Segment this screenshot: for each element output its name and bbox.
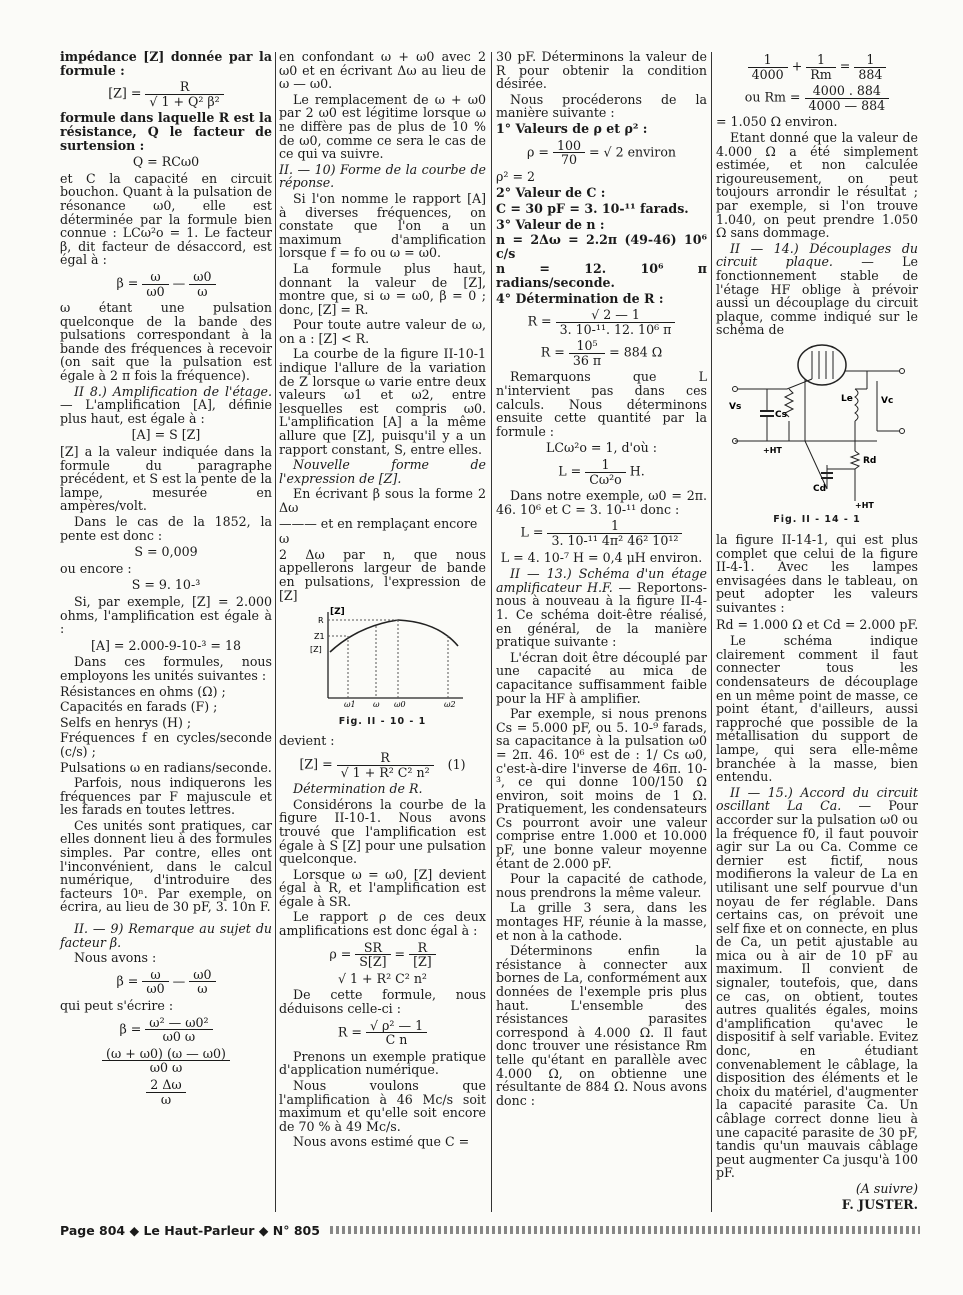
paragraph: formule dans laquelle R est la résistance, Q le facteur de surtension : xyxy=(60,110,272,153)
paragraph: en confondant ω + ω0 avec 2 ω0 et en écrivant Δω au lieu de ω — ω0. xyxy=(279,49,486,92)
eq-den: ω0 xyxy=(142,284,168,299)
paragraph: Dans notre exemple, ω0 = 2π. 46. 10⁶ et C = 3. 10-¹¹ donc : xyxy=(496,488,707,517)
paragraph: Si, par exemple, [Z] = 2.000 ohms, l'amplification est égale à : xyxy=(60,593,272,637)
footer-text: Page 804 ◆ Le Haut-Parleur ◆ N° 805 xyxy=(60,1222,320,1238)
equation-L2 xyxy=(496,519,707,547)
paragraph: Remarquons que L n'intervient pas dans ces calculs. Nous déterminons ensuite cette quantité par la formule : xyxy=(496,369,707,439)
eq-text: ρ = xyxy=(329,946,352,962)
eq-num: √ 2 — 1 xyxy=(591,307,640,323)
paragraph: la figure II-14-1, qui est plus complet que celui de la figure II-4-1. Avec les lampes envisagées dans le tableau, on peut adopter les valeurs suivantes : xyxy=(716,532,918,616)
paragraph: 2 Δω par n, que nous appellerons largeur de bande en pulsations, l'expression de [Z] xyxy=(279,546,486,603)
eq-num: R xyxy=(380,749,390,765)
paragraph: Dans ces formules, nous employons les unités suivantes : xyxy=(60,654,272,683)
section-heading-13 xyxy=(496,567,707,649)
equation-rm-value: = 1.050 Ω environ. xyxy=(716,114,838,130)
eq-den: 884 xyxy=(854,67,886,82)
paragraph: Ces unités sont pratiques, car elles donnent lieu à des formules simples. Par contre, elles ont l'inconvénient, dans le calcul numérique, d'introduire des facteurs 10ⁿ. Par exemple, on écrira, au lieu de 30 pF, 3. 10n F. xyxy=(60,817,272,915)
equation-remark-1 xyxy=(60,968,272,996)
eq-text: L = xyxy=(558,463,582,479)
list-item: Résistances en ohms (Ω) ; xyxy=(60,683,226,699)
author: F. JUSTER. xyxy=(841,1196,918,1212)
paragraph: qui peut s'écrire : xyxy=(60,998,174,1013)
equation-z xyxy=(60,80,272,108)
figure-ii-14-1 xyxy=(716,341,918,527)
equation-rho-2: √ 1 + R² C² n² xyxy=(338,970,427,986)
section-heading-8 xyxy=(60,385,272,426)
tick-w0: ω0 xyxy=(393,700,406,710)
tick-w2: ω2 xyxy=(443,700,456,710)
equation-rho2: ρ² = 2 xyxy=(496,168,536,184)
eq-den: 3. 10-¹¹. 12. 10⁶ π xyxy=(556,322,676,337)
label-ht-2: +HT xyxy=(855,500,874,509)
column-3 xyxy=(496,50,707,1109)
paragraph: Par exemple, si nous prenons Cs = 5.000 pF, ou 5. 10-⁹ farads, sa capacitance à la pulsation ω0 = 2π. 46. 10⁶ est de : 1/ Cs ω0, c'est-à-dire l'inverse de 46π. 10-³, ce qui donne 100/150 Ω environ, soit moins de 1 Ω. Pratiquement, les condensateurs Cs pourront avoir une valeur comprise entre 1.000 et 10.000 pF, une bonne valeur moyenne étant de 2.000 pF. xyxy=(496,706,707,871)
eq-den: 4000 xyxy=(748,67,788,82)
label-vc: Vc xyxy=(881,395,894,406)
equation-rho xyxy=(279,941,486,969)
figure-caption: Fig. II - 14 - 1 xyxy=(773,514,861,526)
eq-den: 4000 — 884 xyxy=(805,98,890,113)
eq-den: 3. 10-¹¹ 4π² 46² 10¹² xyxy=(547,533,682,548)
paragraph: Dans le cas de la 1852, la pente est donc : xyxy=(60,514,272,543)
eq-den: Rm xyxy=(806,67,835,82)
paragraph: Si l'on nomme le rapport [A] à diverses fréquences, on constate que l'on a un maximum d'amplification lorsque f = fo ou ω = ω0. xyxy=(279,190,486,261)
eq-text: ρ = xyxy=(526,144,549,160)
tick-w: ω xyxy=(372,700,380,710)
section-heading-9: II. — 9) Remarque au sujet du facteur β. xyxy=(60,921,272,950)
eq-text: [Z] = xyxy=(108,85,142,101)
heading-text: II — 14.) Découplages du circuit plaque. xyxy=(716,240,918,270)
page-footer xyxy=(60,1220,920,1240)
eq-text: — xyxy=(172,275,186,291)
eq-num: √ ρ² — 1 xyxy=(369,1017,424,1033)
step: 3° Valeur de n : xyxy=(496,216,605,232)
paragraph: Nous avons : xyxy=(74,950,157,966)
paragraph: L'écran doit être découplé par une capacité au mica de capacitance suffisamment faible pour la HF à amplifier. xyxy=(496,649,707,706)
paragraph: Le remplacement de ω + ω0 par 2 ω0 est légitime lorsque ω ne diffère pas de plus de 10 % de ω0, comme ce sera le cas de ce qui va suivre. xyxy=(279,91,486,162)
step: 1° Valeurs de ρ et ρ² : xyxy=(496,120,648,136)
eq-num: 4000 . 884 xyxy=(812,83,881,99)
eq-text: R = xyxy=(527,313,552,329)
to-be-continued: (A suivre) xyxy=(855,1180,918,1196)
equation-beta xyxy=(60,270,272,298)
list-item: Selfs en henrys (H) ; xyxy=(60,714,192,730)
paragraph: 30 pF. Déterminons la valeur de R pour obtenir la condition désirée. xyxy=(496,49,707,92)
label-rd: Rd xyxy=(863,455,877,466)
figure-caption: Fig. II - 10 - 1 xyxy=(338,715,427,727)
eq-number: (1) xyxy=(447,756,466,772)
equation-L1 xyxy=(496,458,707,486)
equation-remark-4 xyxy=(60,1078,272,1106)
eq-den: 70 xyxy=(553,152,585,167)
equation-R1 xyxy=(496,308,707,336)
eq-den: ω0 ω xyxy=(102,1060,230,1075)
list-item: Fréquences f en cycles/seconde (c/s) ; xyxy=(60,730,272,759)
eq-text: ou Rm = xyxy=(744,89,801,105)
paragraph: Parfois, nous indiquerons les fréquences par F majuscule et les farads en toutes lettres. xyxy=(60,775,272,818)
eq-num: 100 xyxy=(556,137,581,153)
tick-w1: ω1 xyxy=(343,700,356,710)
eq-text: = 884 Ω xyxy=(609,344,663,360)
equation-remark-3 xyxy=(60,1047,272,1075)
label-ht-1: +HT xyxy=(763,445,782,455)
eq-num: ω0 xyxy=(193,966,212,982)
axis-label-z: [Z] xyxy=(329,607,345,618)
paragraph: ——— et en remplaçant encore xyxy=(279,515,478,531)
eq-num: R xyxy=(179,79,190,95)
paragraph: Nous avons estimé que C = xyxy=(293,1134,470,1150)
heading-rest: — Le fonctionnement stable de l'étage HF oblige à prévoir aussi un découplage du circuit plaque, comme indiqué sur le schéma de xyxy=(716,254,918,338)
heading-rest: — L'amplification [A], définie plus haut, est égale à : xyxy=(60,397,272,426)
eq-text: = xyxy=(839,58,851,74)
column-2 xyxy=(279,50,486,1151)
decoupling-schematic xyxy=(727,341,907,509)
paragraph: Lorsque ω = ω0, [Z] devient égal à R, et l'amplification est égale à SR. xyxy=(279,866,486,909)
eq-num: ω² — ω0² xyxy=(149,1014,209,1030)
equation-R2 xyxy=(496,339,707,367)
subheading: Détermination de R. xyxy=(293,781,423,797)
paragraph: Le schéma indique clairement comment il faut connecter tous les condensateurs de découplage en un même point de masse, ce point étant, d'ailleurs, aussi rapproché que possible de la métallisation du support de lampe, qui sera elle-même branchée à la masse, bien entendu. xyxy=(716,633,918,785)
paragraph: De cette formule, nous déduisons celle-ci : xyxy=(279,987,486,1017)
eq-num: ω xyxy=(150,966,161,982)
equation-s2: S = 9. 10-³ xyxy=(131,577,201,593)
eq-num: 1 xyxy=(610,518,619,534)
eq-den: Cω²o xyxy=(585,472,626,487)
eq-den: √ 1 + R² C² n² xyxy=(337,765,434,780)
eq-num: 1 xyxy=(816,52,825,67)
equation-n1: n = 2Δω = 2.2π (49-46) 10⁶ c/s xyxy=(496,232,707,261)
column-rule xyxy=(711,52,712,1212)
equation-rd: Rd = 1.000 Ω et Cd = 2.000 pF. xyxy=(716,616,919,632)
heading-rest: — Reportons-nous à nouveau à la figure II-4-1. Ce schéma doit-être réalisé, en général, de la manière pratique suivante : xyxy=(496,579,707,650)
heading-text: II — 15.) Accord du circuit oscillant La Ca. xyxy=(716,784,918,814)
eq-text: H. xyxy=(629,463,645,479)
paragraph: Considérons la courbe de la figure II-10-1. Nous avons trouvé que l'amplification est égale à S [Z] pour une pulsation quelconque. xyxy=(279,796,486,867)
equation-r xyxy=(279,1019,486,1047)
axis-label-z1: Z1 xyxy=(313,632,325,642)
paragraph: Nous voulons que l'amplification à 46 Mc/s soit maximum et qu'elle soit encore de 70 % à 49 Mc/s. xyxy=(279,1078,486,1134)
eq-text: = √ 2 environ xyxy=(589,144,677,160)
paragraph: impédance [Z] donnée par la formule : xyxy=(60,49,272,78)
eq-num: 10⁵ xyxy=(576,338,598,354)
step: 4° Détermination de R : xyxy=(496,290,664,306)
units-list xyxy=(60,685,272,775)
eq-den: 36 π xyxy=(569,353,605,368)
equation-n2: n = 12. 10⁶ π radians/seconde. xyxy=(496,261,707,290)
eq-text: R = xyxy=(337,1024,362,1040)
label-le: Le xyxy=(841,393,853,404)
paragraph: Nous procéderons de la manière suivante : xyxy=(496,91,707,121)
heading-text: II 8.) Amplification de l'étage. xyxy=(74,383,272,399)
footer-ornament xyxy=(330,1226,920,1234)
equation-rho-value xyxy=(496,139,707,167)
paragraph: La courbe de la figure II-10-1 indique l'allure de la variation de Z lorsque ω varie entre deux valeurs ω1 et ω2, entre lesquelles est compris ω0. L'amplification [A] a la même allure que [Z], puisqu'il y a un rapport constant, S, entre elles. xyxy=(279,346,486,457)
equation-rm xyxy=(716,84,918,112)
paragraph: ω xyxy=(279,531,290,547)
eq-num: 1 xyxy=(763,52,772,67)
paragraph: Déterminons enfin la résistance à connecter aux bornes de La, conformément aux données de l'exemple pris plus haut. L'ensemble des résistances parasites correspond à 4.000 Ω. Il faut donc trouver une résistance Rm telle qu'étant en parallèle avec 4.000 Ω, on obtienne une résultante de 884 Ω. Nous avons donc : xyxy=(496,943,707,1108)
eq-den: C n xyxy=(366,1032,427,1047)
paragraph: Le rapport ρ de ces deux amplifications est donc égal à : xyxy=(279,909,486,939)
eq-den: ω xyxy=(189,284,215,299)
step: 2° Valeur de C : xyxy=(496,185,606,201)
eq-den: ω xyxy=(146,1092,185,1107)
column-rule xyxy=(275,52,276,1212)
column-rule xyxy=(491,52,492,1212)
paragraph: La formule plus haut, donnant la valeur de [Z], montre que, si ω = ω0, β = 0 ; donc, [Z] = R. xyxy=(279,260,486,317)
column-1 xyxy=(60,50,272,1109)
eq-text: + xyxy=(791,58,803,74)
eq-den: [Z] xyxy=(409,954,436,969)
eq-den: ω xyxy=(189,981,215,996)
paragraph: En écrivant β sous la forme 2 Δω xyxy=(279,486,486,515)
paragraph: Pour toute autre valeur de ω, on a : [Z] < R. xyxy=(279,317,486,346)
section-heading-10: II. — 10) Forme de la courbe de réponse. xyxy=(279,161,486,191)
section-heading-14 xyxy=(716,242,918,337)
paragraph: ω étant une pulsation quelconque de la bande des pulsations correspondant à la bande des fréquences à recevoir (on sait que la pulsation est égale à 2 π fois la fréquence). xyxy=(60,300,272,384)
response-curve-figure xyxy=(298,606,468,710)
paragraph: ou encore : xyxy=(60,560,132,576)
eq-num: ω xyxy=(150,268,161,284)
label-vs: Vs xyxy=(729,401,742,412)
paragraph: Pour la capacité de cathode, nous prendrons la même valeur. xyxy=(496,871,707,900)
equation-s1: S = 0,009 xyxy=(134,544,198,560)
equation-c: C = 30 pF = 3. 10-¹¹ farads. xyxy=(496,200,689,216)
column-4 xyxy=(716,50,918,1213)
label-cs: Cs xyxy=(775,409,787,420)
eq-num: 1 xyxy=(866,52,875,67)
axis-label-r: R xyxy=(317,616,324,626)
paragraph: Prenons un exemple pratique d'application numérique. xyxy=(279,1048,486,1078)
equation-a2: [A] = 2.000-9-10-³ = 18 xyxy=(91,637,241,653)
heading-rest: — Pour accorder sur la pulsation ω0 ou la fréquence f0, il faut pouvoir agir sur La ou Ca. Comme ce dernier est fictif, nous modifierons la valeur de La en utilisant une self pourvue d'un noyau de fer réglable. Dans certains cas, on prévoit une self fixe et on connecte, en plus de Ca, un petit ajustable au mica ou à air de 10 pF au maximum. Il convient de signaler, toutefois, que, dans ce cas, on obtient, toutes autres qualités égales, moins d'amplification qu'avec le dispositif à self variable. Evitez donc, en étudiant convenablement le câblage, la disposition des éléments et le choix du matériel, d'augmenter la capacité parasite Ca. Un câblage correct donne lieu à une capacité parasite de 30 pF, tandis qu'un mauvais câblage peut augmenter Ca jusqu'à 100 pF. xyxy=(716,798,919,1181)
equation-q: Q = RCω0 xyxy=(132,154,200,170)
eq-text: [Z] = xyxy=(299,756,333,772)
equation-remark-2 xyxy=(60,1016,272,1044)
paragraph: devient : xyxy=(279,733,335,749)
equation-lc: LCω²o = 1, d'où : xyxy=(546,440,657,456)
label-cd: Cd xyxy=(813,483,827,494)
heading-text: II — 13.) Schéma d'un étage amplificateur H.F. xyxy=(496,566,707,595)
equation-parallel xyxy=(716,53,918,81)
eq-text: L = xyxy=(520,525,544,540)
eq-den: √ 1 + Q² β² xyxy=(145,94,223,109)
eq-text: β = xyxy=(116,275,139,291)
subheading: Nouvelle forme de l'expression de [Z]. xyxy=(279,457,486,486)
eq-num: SR xyxy=(363,939,382,955)
eq-den: S[Z] xyxy=(355,954,390,969)
eq-num: 2 Δω xyxy=(150,1076,182,1092)
eq-num: ω0 xyxy=(193,268,212,284)
paragraph: et C la capacité en circuit bouchon. Quant à la pulsation de résonance ω0, elle est déterminée par la formule bien connue : LCω²o = 1. Le facteur β, dit facteur de désaccord, est égal à : xyxy=(60,170,272,268)
equation-a: [A] = S [Z] xyxy=(131,427,201,443)
eq-text: — xyxy=(172,973,186,989)
eq-text: β = xyxy=(116,973,139,989)
section-heading-15 xyxy=(716,786,918,1180)
list-item: Pulsations ω en radians/seconde. xyxy=(60,759,272,775)
list-item: Capacités en farads (F) ; xyxy=(60,699,218,715)
paragraph: Etant donné que la valeur de 4.000 Ω a été simplement estimée, et non calculée rigoureusement, on peut toujours arrondir le résultat ; par exemple, si l'on trouve 1.040, on peut prendre 1.050 Ω sans dommage. xyxy=(716,129,918,241)
eq-num: (ω + ω0) (ω — ω0) xyxy=(106,1045,226,1061)
figure-ii-10-1 xyxy=(279,606,486,728)
equation-z2 xyxy=(279,751,486,779)
eq-text: R = xyxy=(540,344,565,360)
eq-num: R xyxy=(417,939,428,955)
paragraph: La grille 3 sera, dans les montages HF, réunie à la masse, et non à la cathode. xyxy=(496,900,707,943)
eq-den: ω0 ω xyxy=(145,1029,212,1044)
eq-den: ω0 xyxy=(142,981,168,996)
eq-text: = xyxy=(394,946,406,962)
paragraph: [Z] a la valeur indiquée dans la formule du paragraphe précédent, et S est la pente de la lampe, mesurée en ampères/volt. xyxy=(60,444,272,514)
axis-label-z2: [Z] xyxy=(309,645,322,655)
eq-num: 1 xyxy=(601,457,610,473)
equation-L3: L = 4. 10-⁷ H = 0,4 μH environ. xyxy=(500,549,703,565)
eq-text: β = xyxy=(119,1021,142,1037)
